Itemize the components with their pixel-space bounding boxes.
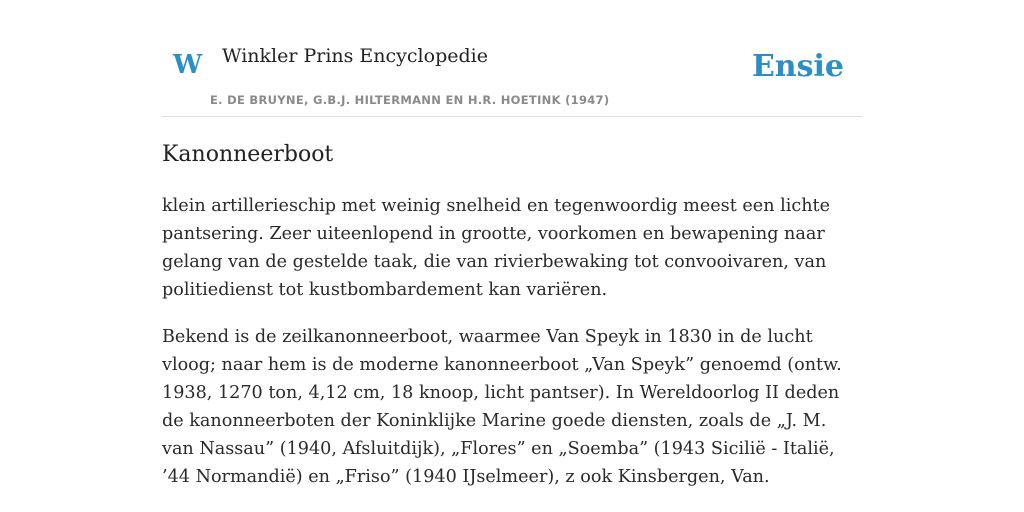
article-paragraph-1: klein artillerieschip met weinig snelheid en tegenwoordig meest een lichte pantsering. Zeer uiteenlopend in grootte, voorkomen en bewapening naar gelang van de gestelde taak, die van rivierbewaking tot convooivaren, van politiedienst tot kustbombardement kan variëren. [162, 196, 831, 300]
header [162, 0, 862, 117]
winkler-prins-logo[interactable]: W [173, 50, 203, 80]
site-title[interactable]: Winkler Prins Encyclopedie [222, 45, 488, 67]
authors-line: E. DE BRUYNE, G.B.J. HILTERMANN EN H.R. HOETINK (1947) [210, 93, 610, 107]
article-paragraph-2: Bekend is de zeilkanonneerboot, waarmee Van Speyk in 1830 in de lucht vloog; naar hem is de moderne kanonneerboot „Van Speyk” genoemd (ontw. 1938, 1270 ton, 4,12 cm, 18 knoop, licht pantser). In Wereldoorlog II deden de kanonneerboten der Koninklijke Marine goede diensten, zoals de „J. M. van Nassau” (1940, Afsluitdijk), „Flores” en „Soemba” (1943 Sicilië - Italië, ’44 Normandië) en „Friso” (1940 IJselmeer), z ook Kinsbergen, Van. [162, 327, 842, 487]
ensie-logo[interactable]: Ensie [751, 49, 844, 84]
article-title: Kanonneerboot [162, 142, 334, 167]
page [162, 0, 862, 487]
